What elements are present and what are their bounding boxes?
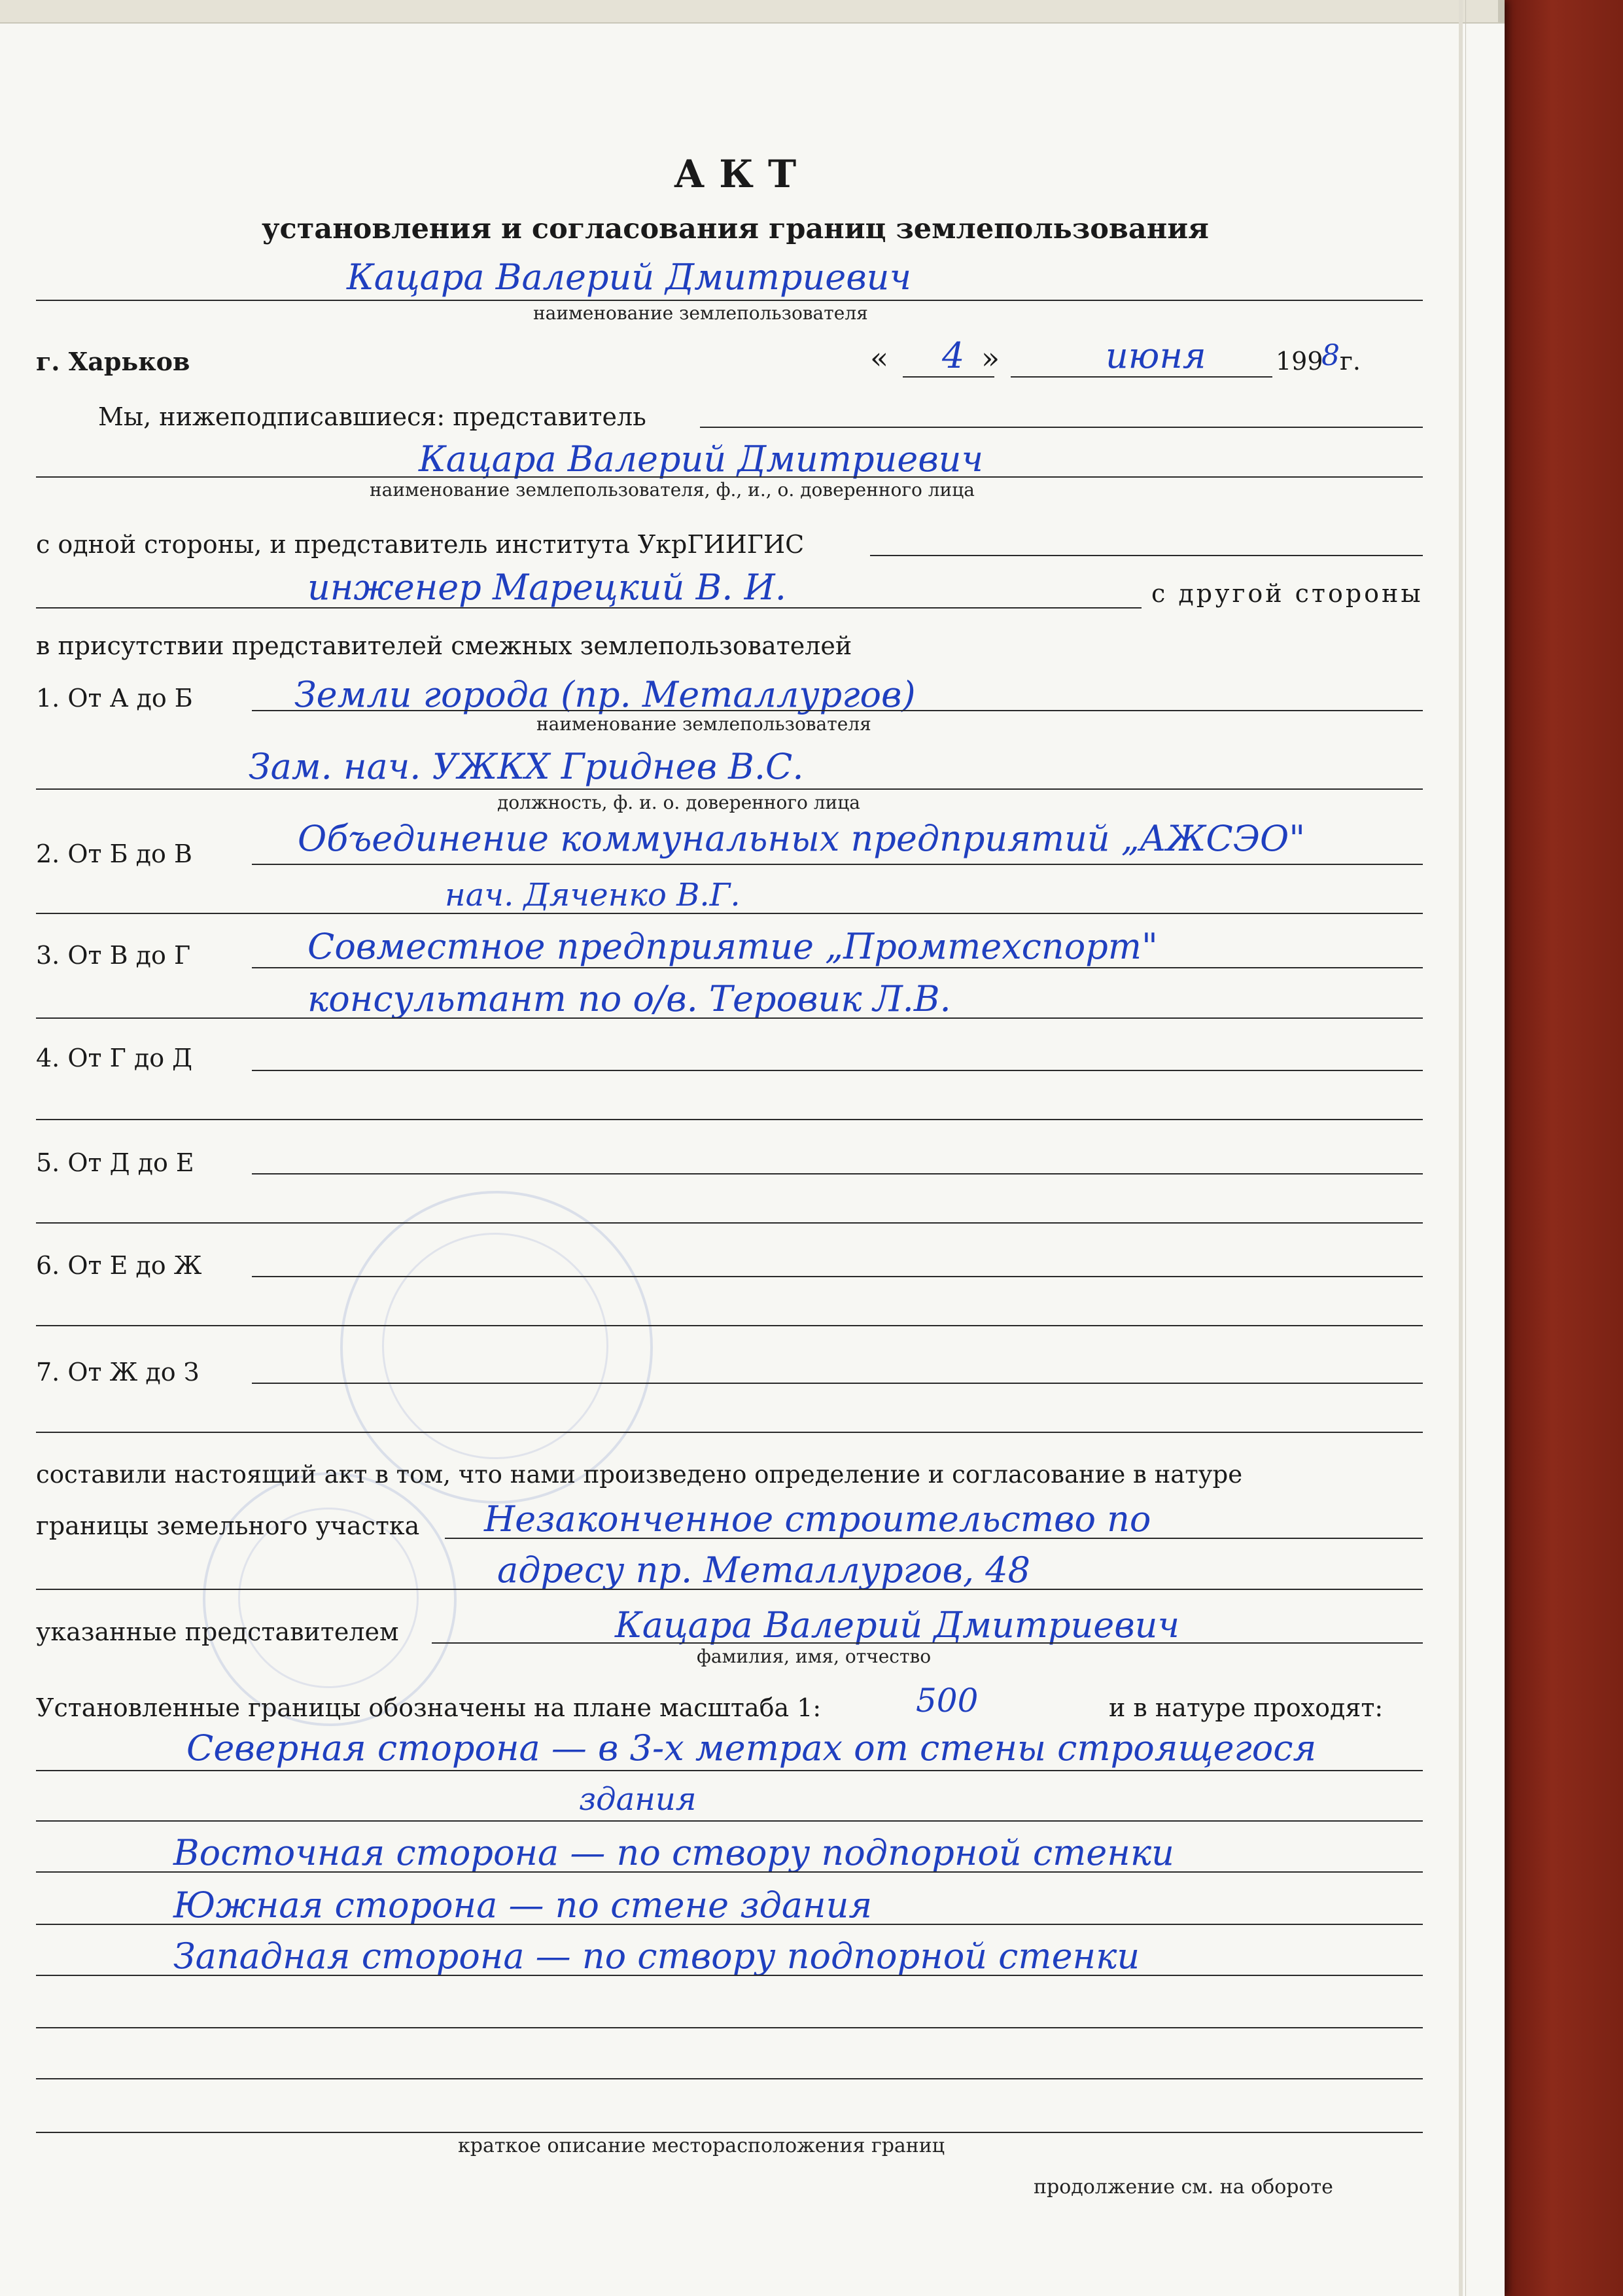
- item6-label: 6. От Е до Ж: [36, 1251, 202, 1280]
- item2-label: 2. От Б до В: [36, 839, 192, 868]
- land-user-handwritten: Кацара Валерий Дмитриевич: [347, 256, 912, 298]
- boundary-desc-north: Северная сторона — в 3-х метрах от стены строящегося: [186, 1727, 1317, 1769]
- boundary-desc-south: Южная сторона — по стене здания: [173, 1884, 873, 1926]
- date-year-suffix: г.: [1340, 347, 1361, 376]
- signatories-label: Мы, нижеподписавшиеся: представитель: [98, 402, 646, 431]
- item2-handwritten: Объединение коммунальных предприятий „АЖСЭО": [298, 818, 1306, 859]
- date-year-prefix: 199: [1276, 347, 1323, 376]
- plot-address-handwritten: адресу пр. Металлургов, 48: [497, 1549, 1030, 1591]
- date-day: 4: [942, 335, 965, 376]
- indicated-label: указанные представителем: [36, 1617, 399, 1646]
- item4-label: 4. От Г до Д: [36, 1044, 193, 1072]
- background-surface: [1505, 0, 1623, 2296]
- boundary-desc-east: Восточная сторона — по створу подпорной стенки: [173, 1832, 1174, 1873]
- boundary-desc-west: Западная сторона — по створу подпорной стенки: [173, 1935, 1140, 1977]
- date-open-quote: «: [870, 340, 889, 376]
- established-right-label: и в натуре проходят:: [1109, 1693, 1384, 1722]
- date-year-digit: 8: [1321, 339, 1340, 372]
- item3-label: 3. От В до Г: [36, 941, 191, 970]
- other-side-label: с другой стороны: [1151, 579, 1423, 608]
- item1-line2-handwritten: Зам. нач. УЖКХ Гриднев В.С.: [249, 746, 804, 787]
- faded-stamp-seal-lower: [203, 1472, 457, 1726]
- item1-caption: наименование землепользователя: [536, 713, 871, 735]
- scale-handwritten: 500: [916, 1682, 979, 1720]
- page-top-edge: [0, 0, 1505, 24]
- caption-representative: наименование землепользователя, ф., и., о. доверенного лица: [370, 479, 975, 501]
- item7-label: 7. От Ж до З: [36, 1358, 200, 1386]
- boundaries-label: границы земельного участка: [36, 1511, 420, 1540]
- established-label: Установленные границы обозначены на плане масштаба 1:: [36, 1693, 822, 1722]
- city-label: г. Харьков: [36, 347, 190, 376]
- document-subtitle: установления и согласования границ землепользования: [262, 213, 1209, 245]
- faded-stamp-seal: [340, 1191, 653, 1504]
- continued-note: продолжение см. на обороте: [1034, 2176, 1333, 2199]
- plot-handwritten: Незаконченное строительство по: [484, 1498, 1151, 1540]
- item5-label: 5. От Д до Е: [36, 1148, 194, 1177]
- date-month: июня: [1106, 335, 1206, 376]
- item2-line2-handwritten: нач. Дяченко В.Г.: [445, 877, 741, 913]
- caption-description: краткое описание месторасположения границ: [458, 2134, 945, 2157]
- one-side-label: с одной стороны, и представитель института УкрГИИГИС: [36, 530, 805, 559]
- item3-line2-handwritten: консультант по о/в. Теровик Л.В.: [307, 978, 951, 1019]
- item3-handwritten: Совместное предприятие „Промтехспорт": [307, 926, 1158, 967]
- item1-handwritten: Земли города (пр. Металлургов): [294, 674, 916, 715]
- boundary-desc-north-cont: здания: [579, 1781, 697, 1818]
- composed-statement: составили настоящий акт в том, что нами произведено определение и согласование в натуре: [36, 1460, 1243, 1489]
- item1-caption2: должность, ф. и. о. доверенного лица: [497, 792, 860, 813]
- document-title: АКТ: [674, 152, 811, 196]
- representative-handwritten: Кацара Валерий Дмитриевич: [419, 438, 984, 480]
- item1-label: 1. От А до Б: [36, 684, 193, 713]
- presence-label: в присутствии представителей смежных землепользователей: [36, 631, 852, 660]
- indicated-handwritten: Кацара Валерий Дмитриевич: [615, 1604, 1180, 1646]
- engineer-handwritten: инженер Марецкий В. И.: [307, 567, 786, 608]
- page-fold-strip: [1459, 0, 1463, 2296]
- caption-fio: фамилия, имя, отчество: [697, 1646, 932, 1667]
- date-close-quote: »: [981, 340, 1000, 376]
- rule: [36, 300, 1423, 301]
- caption-land-user: наименование землепользователя: [533, 302, 868, 324]
